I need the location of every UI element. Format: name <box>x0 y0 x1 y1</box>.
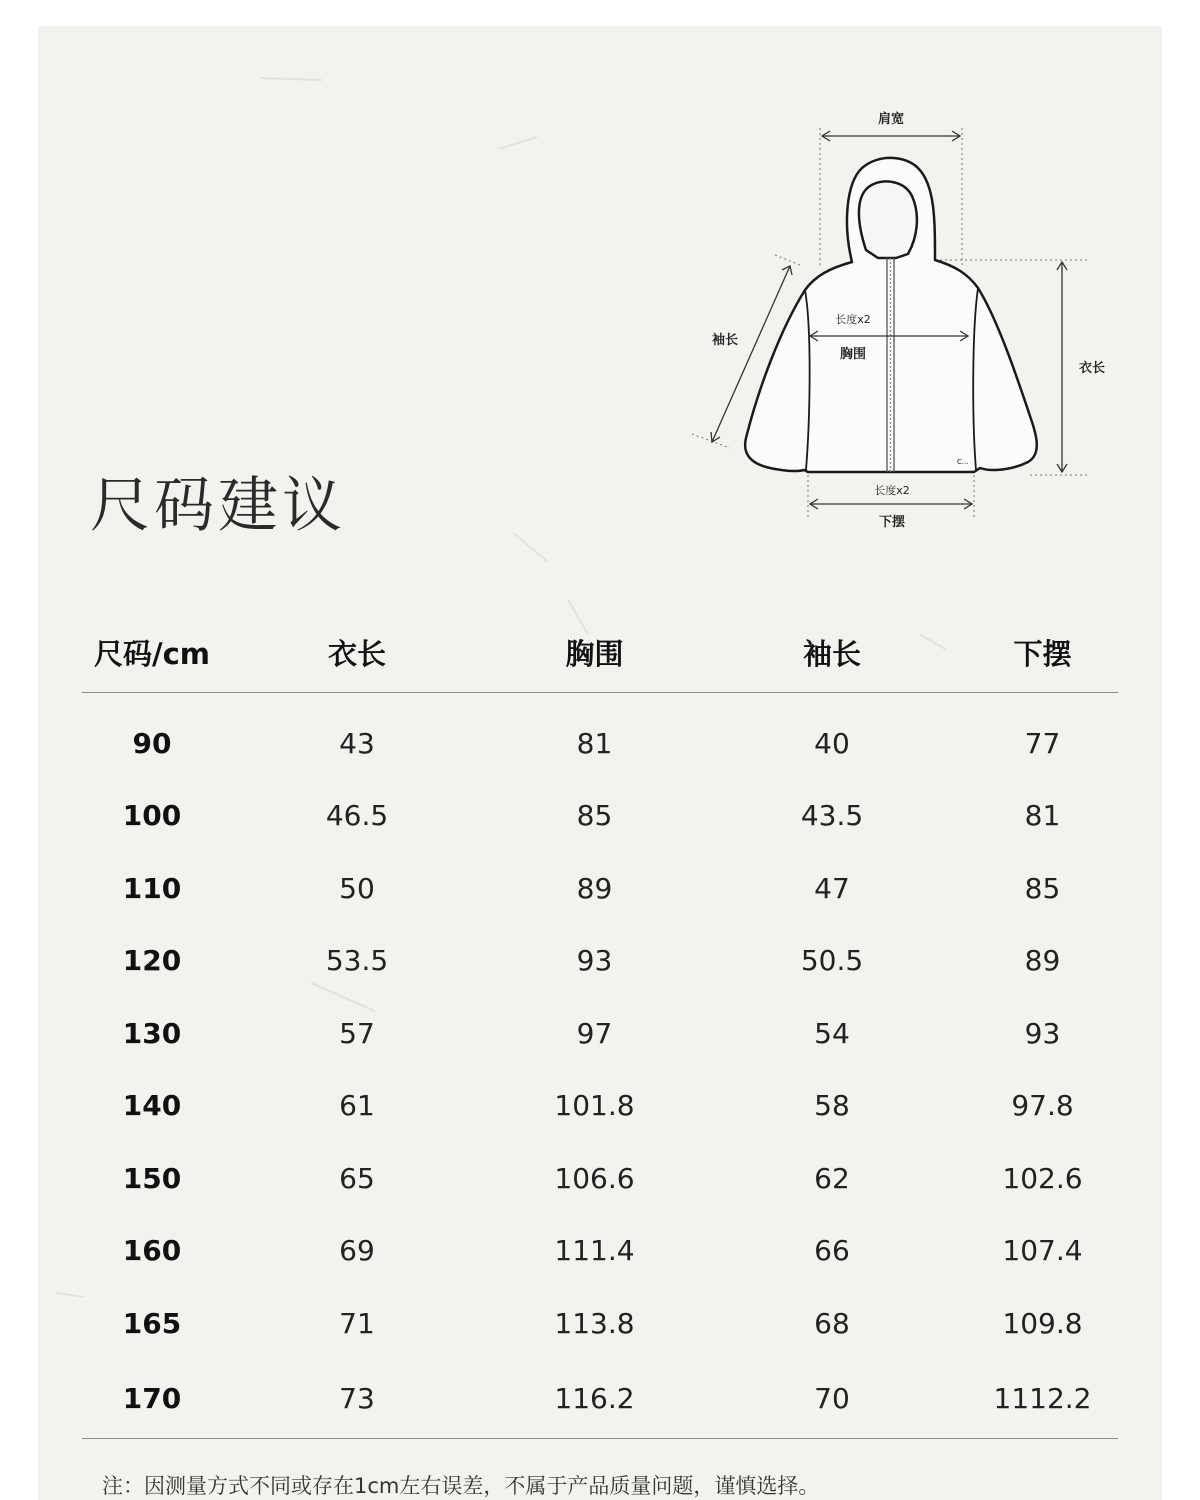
cell-hem: 77 <box>1024 726 1061 760</box>
cell-chest: 111.4 <box>554 1234 635 1268</box>
cell-size: 165 <box>122 1306 182 1340</box>
cell-chest: 116.2 <box>492 1360 697 1439</box>
cell-chest: 106.6 <box>554 1161 635 1195</box>
cell-sleeve: 47 <box>814 871 850 905</box>
table-row <box>82 997 1118 1070</box>
paper-fiber <box>513 532 548 562</box>
cell-sleeve: 68 <box>814 1306 850 1340</box>
label-chest: 胸围 <box>839 347 867 362</box>
cell-chest: 81 <box>576 726 613 760</box>
label-chest-note: 长度x2 <box>835 313 871 326</box>
cell-size: 160 <box>122 1234 182 1268</box>
cell-size: 120 <box>122 944 182 978</box>
cell-sleeve: 70 <box>697 1360 967 1439</box>
table-row <box>82 780 1118 853</box>
cell-body-length: 43 <box>339 726 375 760</box>
cell-size: 170 <box>82 1360 222 1439</box>
cell-size: 100 <box>122 799 182 833</box>
cell-size: 110 <box>122 871 182 905</box>
cell-body-length: 71 <box>339 1306 375 1340</box>
cell-size: 90 <box>132 726 172 760</box>
jacket-measurement-diagram <box>690 90 1120 540</box>
cell-hem: 81 <box>1024 799 1061 833</box>
cell-size: 140 <box>122 1089 182 1123</box>
table-row <box>82 925 1118 998</box>
header-sleeve: 袖长 <box>697 612 967 693</box>
table-header-row <box>82 612 1118 693</box>
cell-body-length: 69 <box>339 1234 375 1268</box>
label-body-length: 衣长 <box>1078 361 1106 376</box>
table-row <box>82 1070 1118 1143</box>
cell-body-length: 46.5 <box>325 799 389 833</box>
cell-hem: 102.6 <box>1002 1161 1083 1195</box>
page-title: 尺码建议 <box>90 471 346 541</box>
header-hem: 下摆 <box>967 612 1118 693</box>
cell-body-length: 73 <box>222 1360 492 1439</box>
label-shoulder: 肩宽 <box>877 112 905 127</box>
cell-hem: 93 <box>1024 1016 1061 1050</box>
header-body-length: 衣长 <box>222 612 492 693</box>
label-hem-note: 长度x2 <box>874 484 910 497</box>
cell-hem: 85 <box>1024 871 1061 905</box>
cell-hem: 89 <box>1024 944 1061 978</box>
cell-chest: 97 <box>576 1016 613 1050</box>
label-sleeve: 袖长 <box>711 333 739 348</box>
table-row <box>82 1287 1118 1360</box>
cell-body-length: 50 <box>339 871 375 905</box>
cell-sleeve: 66 <box>814 1234 850 1268</box>
measurement-note: 注：因测量方式不同或存在1cm左右误差，不属于产品质量问题，谨慎选择。 <box>102 1474 820 1498</box>
cell-sleeve: 40 <box>814 726 850 760</box>
cell-hem: 109.8 <box>1002 1306 1083 1340</box>
logo-mark: C... <box>957 458 969 466</box>
cell-hem: 1112.2 <box>967 1360 1118 1439</box>
cell-chest: 85 <box>576 799 613 833</box>
cell-size: 130 <box>122 1016 182 1050</box>
table-row <box>82 693 1118 780</box>
cell-body-length: 65 <box>339 1161 375 1195</box>
cell-hem: 97.8 <box>1011 1089 1074 1123</box>
cell-sleeve: 50.5 <box>800 944 864 978</box>
cell-chest: 101.8 <box>554 1089 635 1123</box>
table-row <box>82 1215 1118 1288</box>
table-row <box>82 1142 1118 1215</box>
size-table <box>82 612 1118 1439</box>
paper-fiber <box>260 77 322 81</box>
cell-body-length: 57 <box>339 1016 375 1050</box>
label-hem: 下摆 <box>878 515 906 530</box>
paper-fiber <box>56 1292 84 1298</box>
paper-fiber <box>499 136 538 150</box>
cell-sleeve: 58 <box>814 1089 850 1123</box>
cell-size: 150 <box>122 1161 182 1195</box>
cell-sleeve: 43.5 <box>800 799 864 833</box>
table-body <box>82 693 1118 1439</box>
cell-body-length: 53.5 <box>325 944 389 978</box>
cell-hem: 107.4 <box>1002 1234 1083 1268</box>
cell-sleeve: 54 <box>814 1016 850 1050</box>
header-chest: 胸围 <box>492 612 697 693</box>
cell-sleeve: 62 <box>814 1161 850 1195</box>
cell-body-length: 61 <box>339 1089 375 1123</box>
header-size: 尺码/cm <box>82 612 222 693</box>
cell-chest: 113.8 <box>554 1306 635 1340</box>
table-row <box>82 1360 1118 1439</box>
cell-chest: 89 <box>576 871 613 905</box>
cell-chest: 93 <box>576 944 613 978</box>
table-row <box>82 852 1118 925</box>
